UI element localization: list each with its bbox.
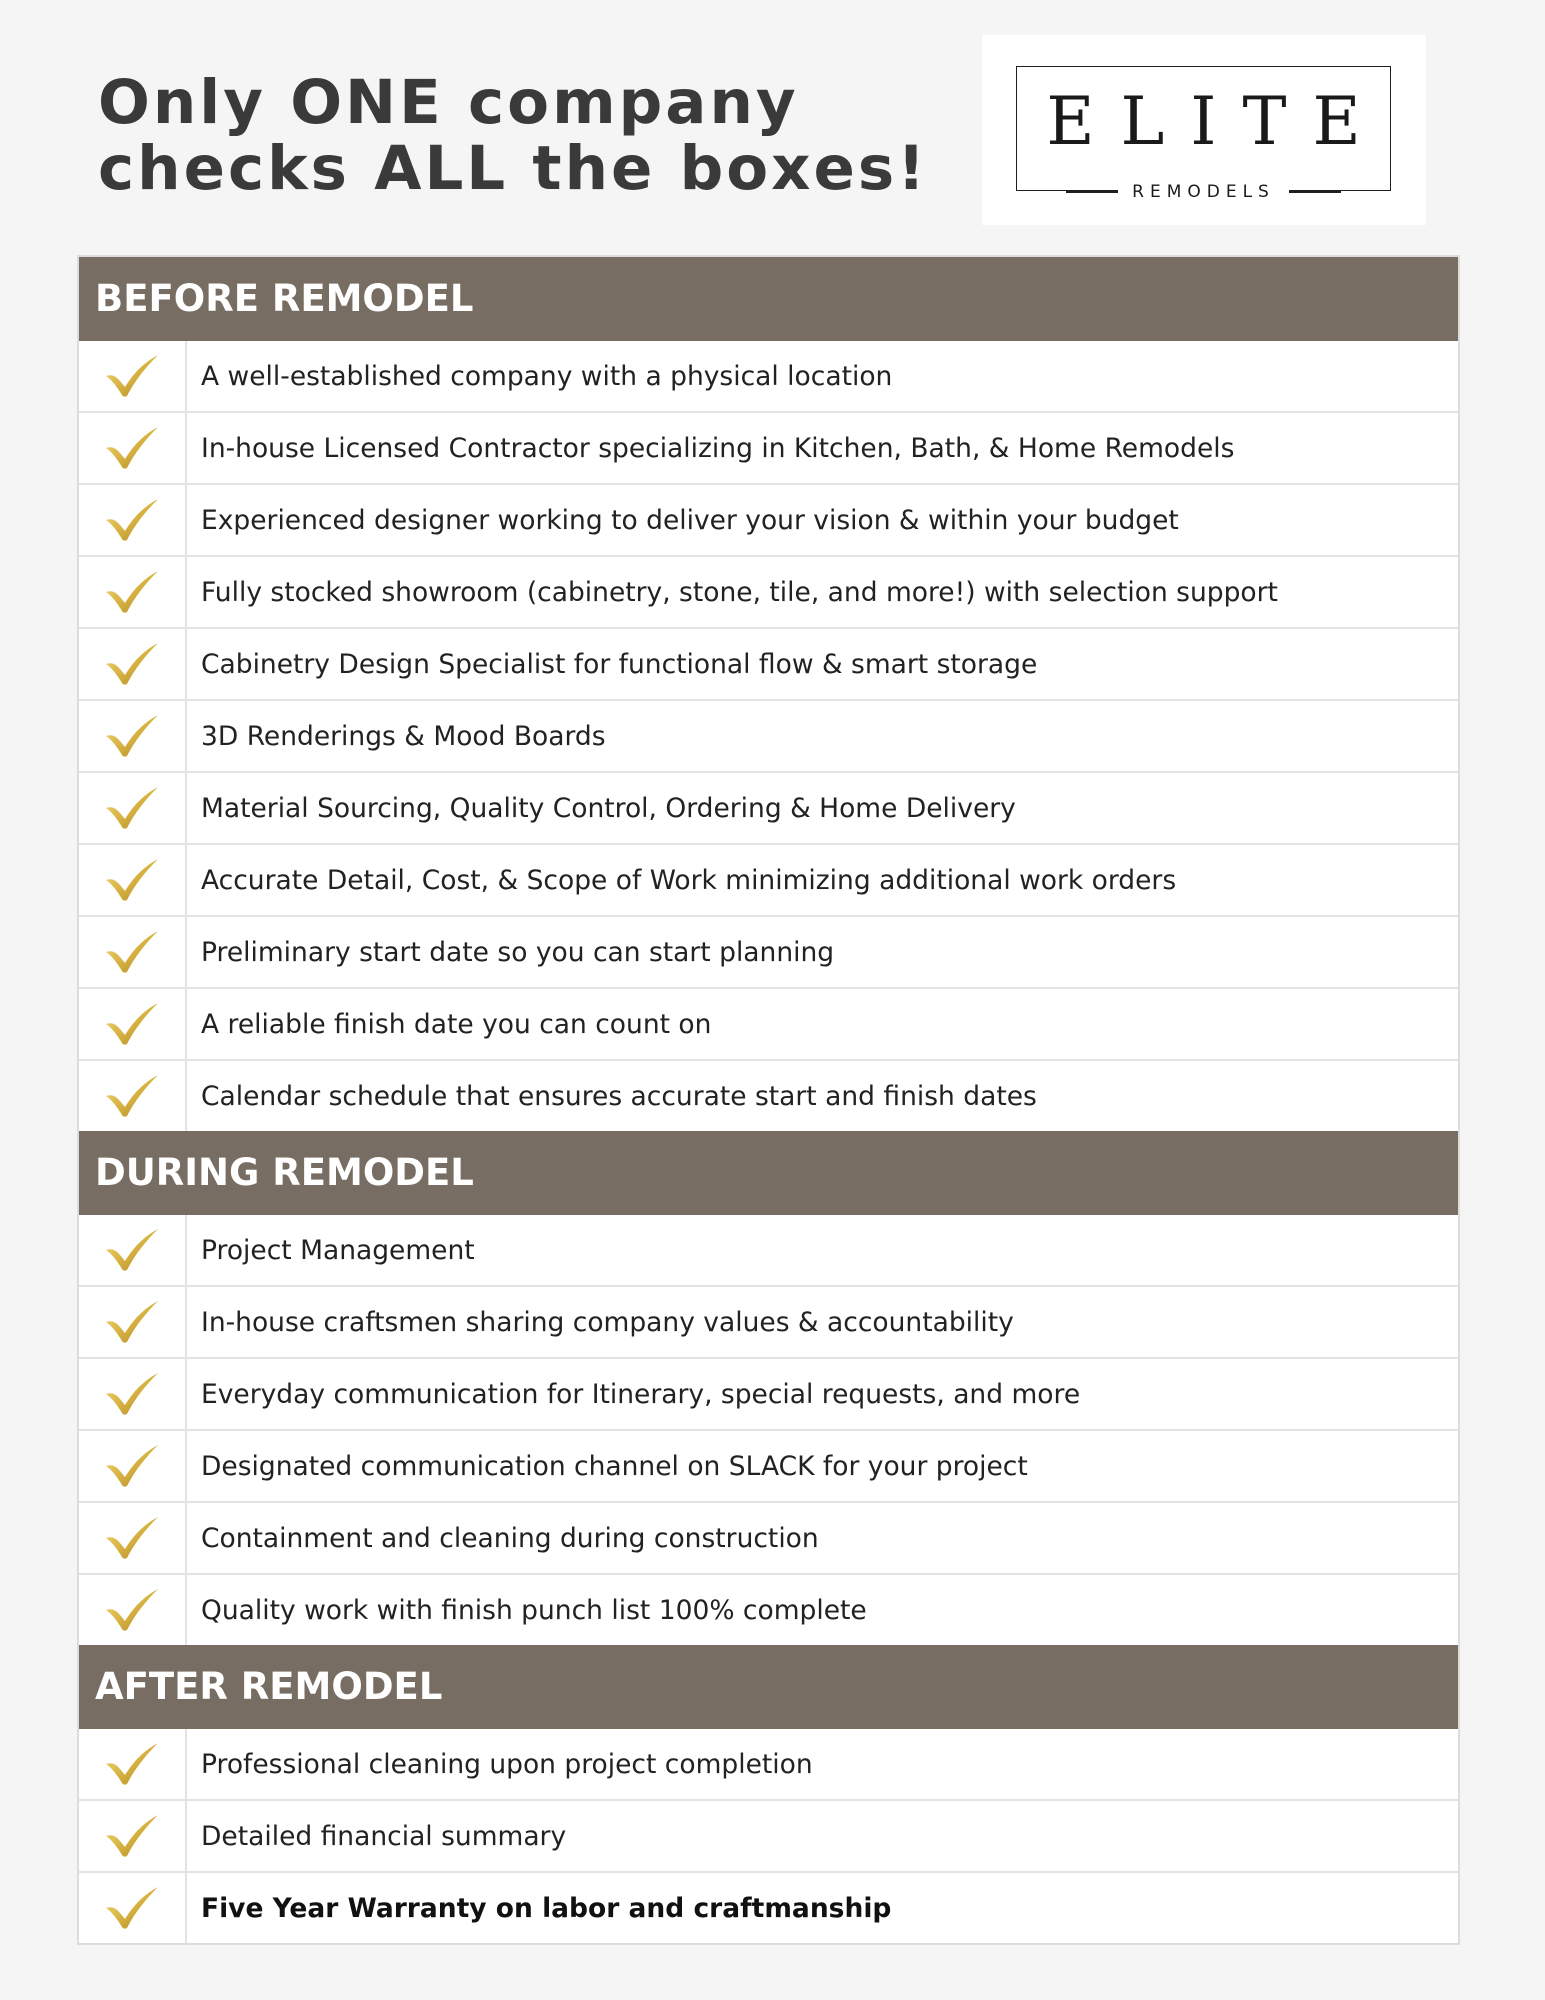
checklist-row (79, 1573, 1458, 1645)
section-header-before-remodel: BEFORE REMODEL (79, 257, 1458, 341)
checklist-row (79, 1501, 1458, 1573)
checklist-row (79, 627, 1458, 699)
gold-check-icon (104, 1588, 160, 1632)
gold-check-icon (104, 1300, 160, 1344)
checklist-item-text: Accurate Detail, Cost, & Scope of Work minimizing additional work orders (201, 864, 1177, 896)
checklist-item-text: In-house craftsmen sharing company values & accountability (201, 1306, 1014, 1338)
gold-check-icon (104, 930, 160, 974)
check-cell (79, 701, 187, 771)
checklist-row (79, 1799, 1458, 1871)
checklist-row (79, 1215, 1458, 1285)
checklist-item-text: A well-established company with a physical location (201, 360, 893, 392)
checklist-item-text: Designated communication channel on SLACK for your project (201, 1450, 1028, 1482)
check-cell (79, 1287, 187, 1357)
check-cell (79, 1575, 187, 1645)
logo-subtitle: REMODELS (1118, 177, 1289, 207)
check-cell (79, 773, 187, 843)
check-cell (79, 1873, 187, 1943)
gold-check-icon (104, 1074, 160, 1118)
gold-check-icon (104, 1814, 160, 1858)
checklist-item-text: A reliable finish date you can count on (201, 1008, 712, 1040)
checklist-item-text: Professional cleaning upon project completion (201, 1748, 813, 1780)
headline-line-1: Only ONE company (98, 67, 799, 138)
checklist-item-text: Cabinetry Design Specialist for functional flow & smart storage (201, 648, 1038, 680)
checklist-item-text: Containment and cleaning during construction (201, 1522, 819, 1554)
gold-check-icon (104, 786, 160, 830)
elite-remodels-logo (982, 35, 1426, 225)
checklist-row (79, 1357, 1458, 1429)
check-cell (79, 917, 187, 987)
logo-rule-right (1289, 191, 1341, 193)
check-cell (79, 341, 187, 411)
check-cell (79, 845, 187, 915)
section-header-after-remodel: AFTER REMODEL (79, 1645, 1458, 1729)
checklist-item-text: Everyday communication for Itinerary, special requests, and more (201, 1378, 1081, 1410)
headline-line-2: checks ALL the boxes! (98, 133, 929, 204)
check-cell (79, 1801, 187, 1871)
checklist-row (79, 987, 1458, 1059)
checklist-item-text: Preliminary start date so you can start planning (201, 936, 835, 968)
logo-wordmark: ELITE (1046, 83, 1387, 160)
checklist-item-text: 3D Renderings & Mood Boards (201, 720, 606, 752)
check-cell (79, 485, 187, 555)
checklist-item-text: Experienced designer working to deliver your vision & within your budget (201, 504, 1179, 536)
gold-check-icon (104, 1372, 160, 1416)
gold-check-icon (104, 570, 160, 614)
check-cell (79, 629, 187, 699)
checklist-item-text: Fully stocked showroom (cabinetry, stone, tile, and more!) with selection support (201, 576, 1278, 608)
checklist-item-text: Material Sourcing, Quality Control, Ordering & Home Delivery (201, 792, 1016, 824)
checklist-row (79, 1429, 1458, 1501)
gold-check-icon (104, 1444, 160, 1488)
checklist-row (79, 699, 1458, 771)
headline (98, 67, 978, 204)
checklist-row (79, 411, 1458, 483)
checklist-row (79, 341, 1458, 411)
gold-check-icon (104, 1002, 160, 1046)
logo-frame (1016, 66, 1391, 202)
checklist-item-text: In-house Licensed Contractor specializing in Kitchen, Bath, & Home Remodels (201, 432, 1235, 464)
gold-check-icon (104, 1228, 160, 1272)
checklist-item-text: Project Management (201, 1234, 475, 1266)
checklist-item-text: Detailed financial summary (201, 1820, 567, 1852)
check-cell (79, 413, 187, 483)
checklist-row (79, 483, 1458, 555)
check-cell (79, 1061, 187, 1131)
gold-check-icon (104, 354, 160, 398)
gold-check-icon (104, 498, 160, 542)
checklist-item-text: Calendar schedule that ensures accurate start and finish dates (201, 1080, 1037, 1112)
checklist-row (79, 915, 1458, 987)
check-cell (79, 1215, 187, 1285)
check-cell (79, 1359, 187, 1429)
checklist-item-text: Quality work with finish punch list 100% complete (201, 1594, 867, 1626)
checklist-row (79, 1871, 1458, 1943)
gold-check-icon (104, 426, 160, 470)
gold-check-icon (104, 1516, 160, 1560)
check-cell (79, 1729, 187, 1799)
gold-check-icon (104, 714, 160, 758)
check-cell (79, 1431, 187, 1501)
gold-check-icon (104, 858, 160, 902)
logo-subtitle-row (1016, 177, 1391, 207)
check-cell (79, 989, 187, 1059)
checklist-row (79, 1729, 1458, 1799)
gold-check-icon (104, 1886, 160, 1930)
checklist-row (79, 1285, 1458, 1357)
checklist-row (79, 1059, 1458, 1131)
logo-rule-left (1066, 191, 1118, 193)
check-cell (79, 1503, 187, 1573)
checklist-row (79, 555, 1458, 627)
check-cell (79, 557, 187, 627)
gold-check-icon (104, 642, 160, 686)
gold-check-icon (104, 1742, 160, 1786)
checklist-item-text-warranty: Five Year Warranty on labor and craftmanship (201, 1892, 892, 1924)
remodel-checklist (77, 255, 1460, 1945)
checklist-row (79, 771, 1458, 843)
checklist-row (79, 843, 1458, 915)
section-header-during-remodel: DURING REMODEL (79, 1131, 1458, 1215)
